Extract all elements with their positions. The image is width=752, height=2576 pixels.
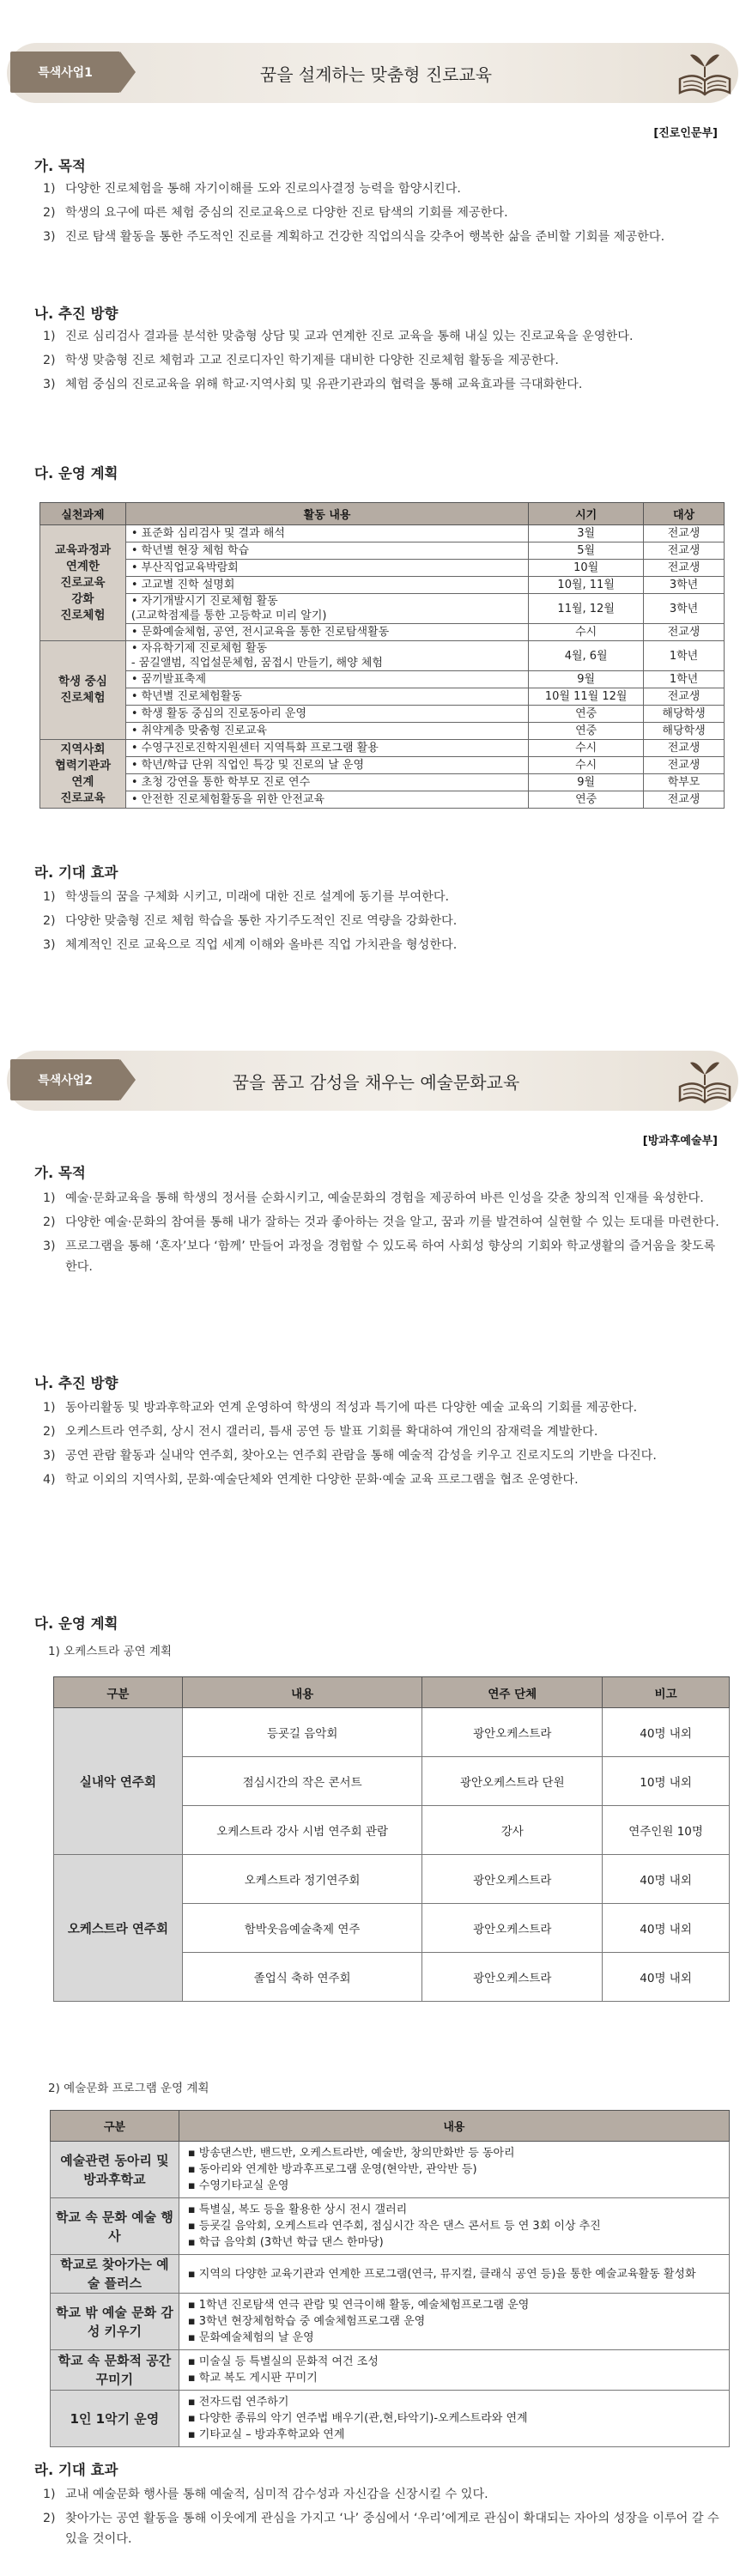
list-item: ▪ 1학년 진로탐색 연극 관람 및 연극이해 활동, 예술체험프로그램 운영: [188, 2297, 720, 2313]
content-cell: 오케스트라 정기연주회: [182, 1855, 422, 1904]
target-cell: 3학년: [644, 577, 725, 594]
time-cell: 10월: [529, 560, 644, 577]
time-cell: 9월: [529, 671, 644, 688]
items-cell: [179, 2255, 729, 2294]
target-cell: 전교생: [644, 688, 725, 706]
time-cell: 10월, 11월: [529, 577, 644, 594]
table-header: 시기: [529, 503, 644, 525]
book-plant-icon: [675, 48, 735, 98]
activity-cell: • 학년/학급 단위 직업인 특강 및 진로의 날 운영: [125, 757, 528, 774]
group-cell: 광안오케스트라: [422, 1708, 603, 1757]
activity-cell: • 문화예술체험, 공연, 전시교육을 통한 진로탐색활동: [125, 624, 528, 641]
list-item: 2) 다양한 예술·문화의 참여를 통해 내가 잘하는 것과 좋아하는 것을 알고, 꿈과 끼를 발견하여 실현할 수 있는 토대를 마련한다.: [43, 1215, 719, 1229]
list-item: ▪ 3학년 현장체험학습 중 예술체험프로그램 운영: [188, 2313, 720, 2330]
list-item: ▪ 다양한 종류의 악기 연주법 배우기(관,현,타악기)-오케스트라와 연계: [188, 2410, 720, 2427]
note-cell: 40명 내외: [603, 1708, 730, 1757]
project1-goals-heading: 가. 목적: [34, 158, 86, 174]
time-cell: 5월: [529, 542, 644, 560]
project2-direction-heading: 나. 추진 방향: [34, 1375, 118, 1391]
project2-effect-heading: 라. 기대 효과: [34, 2462, 118, 2478]
activity-cell: • 표준화 심리검사 및 결과 해석: [125, 525, 528, 542]
list-item: ▪ 미술실 등 특별실의 문화적 여건 조성: [188, 2354, 720, 2370]
activity-cell: • 꿈끼발표축제: [125, 671, 528, 688]
project2-effect-list: [43, 2484, 721, 2553]
project2-goals-list: [43, 1188, 721, 1281]
project1-effect-heading: 라. 기대 효과: [34, 864, 118, 881]
table-row: [54, 1855, 730, 1904]
project2-banner: [7, 1051, 745, 1111]
list-item: 2) 찾아가는 공연 활동을 통해 이웃에게 관심을 가지고 ‘나’ 중심에서 ‘우리’에게로 관심이 확대되는 자아의 성장을 이루어 갈 수 있을 것이다.: [43, 2512, 719, 2546]
content-cell: 등굣길 음악회: [182, 1708, 422, 1757]
project1-direction-heading: 나. 추진 방향: [34, 306, 118, 322]
table-row: [40, 791, 725, 809]
note-cell: 10명 내외: [603, 1757, 730, 1806]
table-row: [40, 688, 725, 706]
target-cell: 전교생: [644, 542, 725, 560]
category-cell: 교육과정과 연계한 진로교육 강화 진로체험: [40, 525, 126, 641]
category-cell: 학교 속 문화적 공간 꾸미기: [51, 2350, 179, 2391]
table-header: 내용: [179, 2111, 729, 2142]
items-cell: [179, 2350, 729, 2391]
list-item: 1) 진로 심리검사 결과를 분석한 맞춤형 상담 및 교과 연계한 진로 교육을 통해 내실 있는 진로교육을 운영한다.: [43, 330, 634, 343]
activity-cell: • 수영구진로진학지원센터 지역특화 프로그램 활용: [125, 740, 528, 757]
list-item: 1) 교내 예술문화 행사를 통해 예술적, 심미적 감수성과 자신감을 신장시킬 수 있다.: [43, 2488, 488, 2501]
project1-dept: [진로인문부]: [653, 127, 718, 140]
activity-cell: • 학생 활동 중심의 진로동아리 운영: [125, 706, 528, 723]
table-row: [40, 594, 725, 624]
table-row: [40, 641, 725, 671]
list-item: ▪ 동아리와 연계한 방과후프로그램 운영(현악반, 관악반 등): [188, 2161, 720, 2178]
project1-plan-heading: 다. 운영 계획: [34, 465, 118, 482]
project2-plan-heading: 다. 운영 계획: [34, 1615, 118, 1632]
orchestra-table: [53, 1676, 730, 2002]
table-row: [51, 2198, 730, 2255]
activity-cell: • 초청 강연을 통한 학부모 진로 연수: [125, 774, 528, 791]
category-cell: 지역사회 협력기관과 연계 진로교육: [40, 740, 126, 809]
table-header: 내용: [182, 1677, 422, 1708]
category-cell: 실내악 연주회: [54, 1708, 183, 1855]
category-cell: 학생 중심 진로체험: [40, 641, 126, 740]
list-item: 2) 오케스트라 연주회, 상시 전시 갤러리, 틈새 공연 등 발표 기회를 확대하여 개인의 잠재력을 계발한다.: [43, 1425, 598, 1439]
content-cell: 졸업식 축하 연주회: [182, 1953, 422, 2002]
project2-dept: [방과후예술부]: [642, 1135, 718, 1148]
target-cell: 학부모: [644, 774, 725, 791]
table-row: [40, 671, 725, 688]
content-cell: 함박웃음예술축제 연주: [182, 1904, 422, 1953]
table-row: [40, 525, 725, 542]
list-item: ▪ 수영기타교실 운영: [188, 2178, 720, 2194]
list-item: ▪ 기타교실 – 방과후학교와 연계: [188, 2427, 720, 2443]
content-cell: 점심시간의 작은 콘서트: [182, 1757, 422, 1806]
note-cell: 40명 내외: [603, 1855, 730, 1904]
items-cell: [179, 2391, 729, 2447]
target-cell: 해당학생: [644, 723, 725, 740]
time-cell: 10월 11월 12월: [529, 688, 644, 706]
table-row: [40, 577, 725, 594]
list-item: 3) 진로 탐색 활동을 통한 주도적인 진로를 계획하고 건강한 직업의식을 갖추어 행복한 삶을 준비할 기회를 제공한다.: [43, 230, 665, 244]
table-row: [40, 706, 725, 723]
time-cell: 수시: [529, 757, 644, 774]
target-cell: 전교생: [644, 525, 725, 542]
category-cell: 학교 밖 예술 문화 감성 키우기: [51, 2294, 179, 2350]
list-item: 2) 다양한 맞춤형 진로 체험 학습을 통한 자기주도적인 진로 역량을 강화한다.: [43, 914, 458, 928]
list-item: 2) 학생의 요구에 따른 체험 중심의 진로교육으로 다양한 진로 탐색의 기회를 제공한다.: [43, 206, 508, 220]
activity-cell: • 안전한 진로체험활동을 위한 안전교육: [125, 791, 528, 809]
list-item: ▪ 학교 복도 게시판 꾸미기: [188, 2370, 720, 2386]
time-cell: 9월: [529, 774, 644, 791]
list-item: 1) 예술·문화교육을 통해 학생의 정서를 순화시키고, 예술문화의 경험을 제공하여 바른 인성을 갖춘 창의적 인재를 육성한다.: [43, 1191, 704, 1205]
time-cell: 3월: [529, 525, 644, 542]
time-cell: 4월, 6월: [529, 641, 644, 671]
time-cell: 연중: [529, 791, 644, 809]
list-item: ▪ 문화예술체험의 날 운영: [188, 2330, 720, 2346]
table-row: [40, 542, 725, 560]
table-header: 비고: [603, 1677, 730, 1708]
target-cell: 전교생: [644, 791, 725, 809]
table-row: [40, 624, 725, 641]
table-header: 구분: [54, 1677, 183, 1708]
list-item: ▪ 특별실, 복도 등을 활용한 상시 전시 갤러리: [188, 2202, 720, 2218]
activity-cell: • 자유학기제 진로체험 활동 - 꿈길앨범, 직업설문체험, 꿈접시 만들기, 해양 체험: [125, 641, 528, 671]
items-cell: [179, 2294, 729, 2350]
time-cell: 수시: [529, 624, 644, 641]
list-item: ▪ 학급 음악회 (3학년 학급 댄스 한마당): [188, 2234, 720, 2251]
target-cell: 전교생: [644, 740, 725, 757]
table-row: [51, 2350, 730, 2391]
activity-cell: • 부산직업교육박람회: [125, 560, 528, 577]
project2-direction-list: [43, 1397, 721, 1494]
category-cell: 오케스트라 연주회: [54, 1855, 183, 2002]
activity-cell: • 학년별 진로체험활동: [125, 688, 528, 706]
group-cell: 광안오케스트라: [422, 1904, 603, 1953]
orch-caption: 1) 오케스트라 공연 계획: [48, 1645, 173, 1658]
group-cell: 강사: [422, 1806, 603, 1855]
time-cell: 수시: [529, 740, 644, 757]
category-cell: 학교 속 문화 예술 행사: [51, 2198, 179, 2255]
group-cell: 광안오케스트라: [422, 1953, 603, 2002]
activity-cell: • 취약계층 맞춤형 진로교육: [125, 723, 528, 740]
note-cell: 40명 내외: [603, 1953, 730, 2002]
list-item: 3) 공연 관람 활동과 실내악 연주회, 찾아오는 연주회 관람을 통해 예술적 감성을 키우고 진로지도의 기반을 다진다.: [43, 1449, 657, 1463]
items-cell: [179, 2198, 729, 2255]
table-row: [51, 2255, 730, 2294]
list-item: ▪ 등굣길 음악회, 오케스트라 연주회, 점심시간 작은 댄스 콘서트 등 연 3회 이상 추진: [188, 2218, 720, 2234]
project2-tag: 특색사업2: [10, 1059, 120, 1100]
time-cell: 연중: [529, 706, 644, 723]
list-item: 1) 다양한 진로체험을 통해 자기이해를 도와 진로의사결정 능력을 함양시킨다.: [43, 182, 461, 196]
activity-cell: • 학년별 현장 체험 학습: [125, 542, 528, 560]
list-item: 2) 학생 맞춤형 진로 체험과 고교 진로디자인 학기제를 대비한 다양한 진로체험 활동을 제공한다.: [43, 354, 559, 367]
target-cell: 전교생: [644, 757, 725, 774]
table-row: [51, 2142, 730, 2198]
category-cell: 1인 1악기 운영: [51, 2391, 179, 2447]
project1-effect-list: [43, 887, 721, 959]
table-row: [40, 774, 725, 791]
note-cell: 연주인원 10명: [603, 1806, 730, 1855]
table-header: 활동 내용: [125, 503, 528, 525]
project1-direction-list: [43, 326, 721, 398]
activity-cell: • 고교별 진학 설명회: [125, 577, 528, 594]
time-cell: 11월, 12월: [529, 594, 644, 624]
table-row: [40, 740, 725, 757]
project1-plan-table: [39, 502, 725, 809]
prog-caption: 2) 예술문화 프로그램 운영 계획: [48, 2082, 209, 2095]
project2-title: 꿈을 품고 감성을 채우는 예술문화교육: [232, 1071, 520, 1093]
project1-goals-list: [43, 179, 721, 251]
list-item: 3) 체계적인 진로 교육으로 직업 세계 이해와 올바른 직업 가치관을 형성한다.: [43, 938, 458, 952]
group-cell: 광안오케스트라 단원: [422, 1757, 603, 1806]
table-header: 대상: [644, 503, 725, 525]
list-item: ▪ 방송댄스반, 밴드반, 오케스트라반, 예술반, 창의만화반 등 동아리: [188, 2145, 720, 2161]
list-item: ▪ 지역의 다양한 교육기관과 연계한 프로그램(연극, 뮤지컬, 클래식 공연 등)을 통한 예술교육활동 활성화: [188, 2266, 720, 2282]
project1-tag: 특색사업1: [10, 52, 120, 93]
category-cell: 학교로 찾아가는 예술 플러스: [51, 2255, 179, 2294]
target-cell: 전교생: [644, 624, 725, 641]
list-item: 1) 학생들의 꿈을 구체화 시키고, 미래에 대한 진로 설계에 동기를 부여한다.: [43, 890, 450, 904]
table-header: 실천과제: [40, 503, 126, 525]
content-cell: 오케스트라 강사 시범 연주회 관람: [182, 1806, 422, 1855]
activity-cell: • 자기개발시기 진로체험 활동 (고교학점제를 통한 고등학교 미리 알기): [125, 594, 528, 624]
target-cell: 전교생: [644, 560, 725, 577]
list-item: 3) 체험 중심의 진로교육을 위해 학교·지역사회 및 유관기관과의 협력을 통해 교육효과를 극대화한다.: [43, 378, 583, 391]
program-table: [50, 2110, 730, 2447]
project2-goals-heading: 가. 목적: [34, 1165, 86, 1181]
table-header: 구분: [51, 2111, 179, 2142]
table-row: [40, 723, 725, 740]
table-row: [54, 1708, 730, 1757]
table-header: 연주 단체: [422, 1677, 603, 1708]
target-cell: 1학년: [644, 671, 725, 688]
table-row: [40, 757, 725, 774]
book-plant-icon: [675, 1056, 735, 1106]
category-cell: 예술관련 동아리 및 방과후학교: [51, 2142, 179, 2198]
project1-banner: [7, 43, 745, 103]
table-row: [40, 560, 725, 577]
list-item: 3) 프로그램을 통해 ‘혼자’보다 ‘함께’ 만들어 과정을 경험할 수 있도록 하여 사회성 향상의 기회와 학교생활의 즐거움을 찾도록 한다.: [43, 1240, 716, 1274]
note-cell: 40명 내외: [603, 1904, 730, 1953]
target-cell: 3학년: [644, 594, 725, 624]
target-cell: 해당학생: [644, 706, 725, 723]
time-cell: 연중: [529, 723, 644, 740]
table-row: [51, 2391, 730, 2447]
list-item: ▪ 전자드럼 연주하기: [188, 2394, 720, 2410]
list-item: 1) 동아리활동 및 방과후학교와 연계 운영하여 학생의 적성과 특기에 따른 다양한 예술 교육의 기회를 제공한다.: [43, 1401, 638, 1415]
project1-title: 꿈을 설계하는 맞춤형 진로교육: [259, 64, 493, 85]
table-row: [51, 2294, 730, 2350]
group-cell: 광안오케스트라: [422, 1855, 603, 1904]
list-item: 4) 학교 이외의 지역사회, 문화·예술단체와 연계한 다양한 문화·예술 교육 프로그램을 협조 운영한다.: [43, 1473, 579, 1487]
items-cell: [179, 2142, 729, 2198]
target-cell: 1학년: [644, 641, 725, 671]
